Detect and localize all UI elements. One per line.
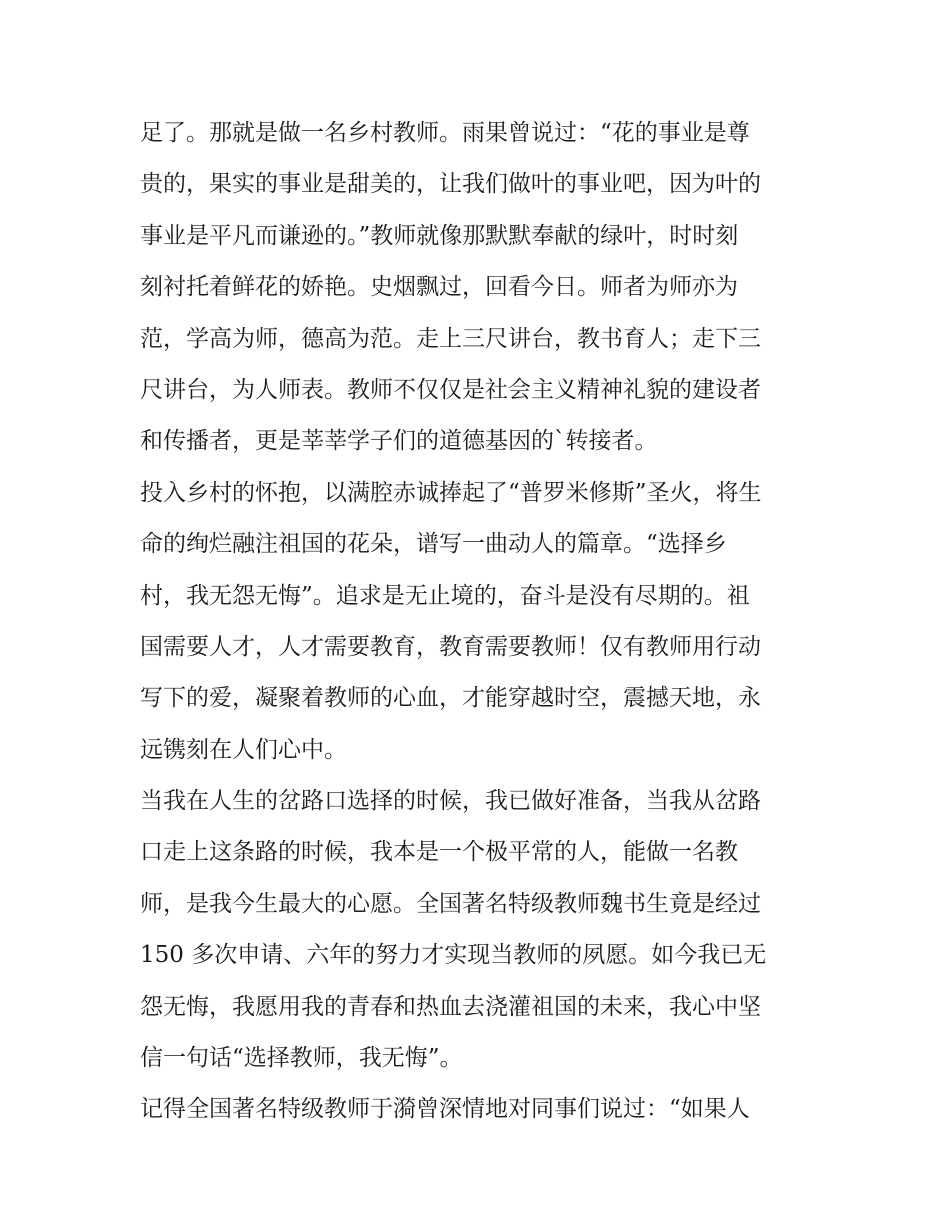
text-line: 怨无悔，我愿用我的青春和热血去浇灌祖国的未来，我心中坚 — [140, 993, 761, 1020]
text-line: 和传播者，更是莘莘学子们的道德基因的`转接者。 — [140, 428, 658, 455]
text-line: 刻衬托着鲜花的娇艳。史烟飘过，回看今日。师者为师亦为 — [140, 274, 738, 301]
text-line: 150 多次申请、六年的努力才实现当教师的夙愿。如今我已无 — [140, 942, 767, 969]
text-line: 村，我无怨无悔”。追求是无止境的，奋斗是没有尽期的。祖 — [140, 582, 750, 609]
text-line: 信一句话“选择教师，我无悔”。 — [140, 1045, 463, 1072]
text-line: 投入乡村的怀抱，以满腔赤诚捧起了“普罗米修斯”圣火，将生 — [140, 479, 762, 506]
text-line: 国需要人才，人才需要教育，教育需要教师！仅有教师用行动 — [140, 633, 761, 660]
body-text — [140, 108, 820, 1136]
text-line: 足了。那就是做一名乡村教师。雨果曾说过：“花的事业是尊 — [140, 120, 750, 146]
text-line: 命的绚烂融注祖国的花朵，谱写一曲动人的篇章。“选择乡 — [140, 531, 727, 558]
text-line: 写下的爱，凝聚着教师的心血，才能穿越时空，震撼天地，永 — [140, 685, 761, 712]
text-line: 贵的，果实的事业是甜美的，让我们做叶的事业吧，因为叶的 — [140, 171, 761, 198]
text-line: 尺讲台，为人师表。教师不仅仅是社会主义精神礼貌的建设者 — [140, 376, 761, 403]
text-line: 师，是我今生最大的心愿。全国著名特级教师魏书生竟是经过 — [140, 890, 761, 917]
text-line: 记得全国著名特级教师于漪曾深情地对同事们说过：“如果人 — [140, 1096, 750, 1123]
text-line: 范，学高为师，德高为范。走上三尺讲台，教书育人；走下三 — [140, 325, 761, 352]
text-line: 事业是平凡而谦逊的。”教师就像那默默奉献的绿叶，时时刻 — [140, 222, 739, 249]
text-line: 远镌刻在人们心中。 — [140, 736, 347, 763]
text-line: 当我在人生的岔路口选择的时候，我已做好准备，当我从岔路 — [140, 788, 761, 815]
text-line: 口走上这条路的时候，我本是一个极平常的人，能做一名教 — [140, 839, 738, 866]
